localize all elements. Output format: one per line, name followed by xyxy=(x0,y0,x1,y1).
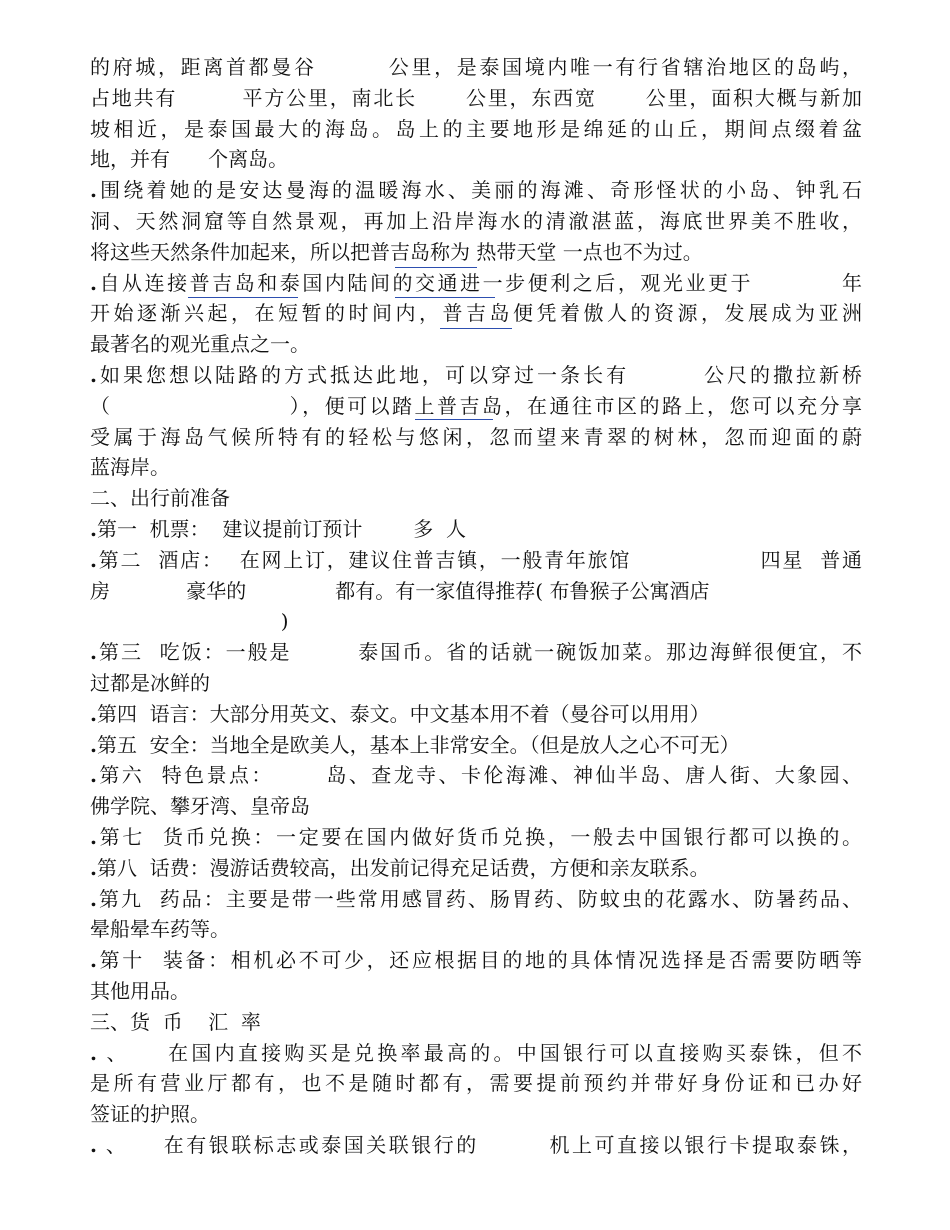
document-body xyxy=(90,52,862,1161)
line-text: 最著名的观光重点之一。 xyxy=(90,332,310,357)
text-line xyxy=(90,791,862,822)
bullet-marker: . xyxy=(90,178,97,203)
line-text: 坡相近，是泰国最大的海岛。岛上的主要地形是绵延的山丘，期间点缀着盆 xyxy=(90,116,862,141)
line-text: 房 豪华的 都有。有一家值得推荐( 布鲁猴子公寓酒店 xyxy=(90,578,710,603)
underline-link xyxy=(440,328,512,329)
text-line xyxy=(90,945,862,976)
line-text: 晕船晕车药等。 xyxy=(90,917,230,942)
line-text: 第七 货币兑换：一定要在国内做好货币兑换，一般去中国银行都可以换的。 xyxy=(96,824,862,849)
bullet-marker: . xyxy=(90,547,97,572)
bullet-marker: . xyxy=(90,855,97,880)
line-text: 开始逐渐兴起，在短暂的时间内，普吉岛便凭着傲人的资源，发展成为亚洲 xyxy=(90,301,862,326)
text-line xyxy=(90,1099,862,1130)
text-line xyxy=(90,391,862,422)
line-text: 三、货 币 汇 率 xyxy=(90,1009,261,1034)
line-text: 围绕着她的是安达曼海的温暖海水、美丽的海滩、奇形怪状的小岛、钟乳石 xyxy=(96,178,862,203)
line-text: 蓝海岸。 xyxy=(90,455,170,480)
text-line xyxy=(90,976,862,1007)
text-line xyxy=(90,114,862,145)
line-text: 占地共有 平方公里，南北长 公里，东西宽 公里，面积大概与新加 xyxy=(90,85,862,110)
text-line xyxy=(90,483,862,514)
bullet-marker: . xyxy=(90,824,97,849)
text-line xyxy=(90,422,862,453)
bullet-marker: . xyxy=(90,763,97,788)
text-line xyxy=(90,699,862,730)
text-line xyxy=(90,853,862,884)
underline-link xyxy=(415,419,493,420)
text-line xyxy=(90,668,862,699)
text-line xyxy=(90,1130,862,1161)
text-line xyxy=(90,637,862,668)
text-line xyxy=(90,576,862,607)
text-line xyxy=(90,237,862,268)
bullet-marker: . xyxy=(90,732,97,757)
text-line xyxy=(90,329,862,360)
line-text: 佛学院、攀牙湾、皇帝岛 xyxy=(90,794,310,819)
text-line xyxy=(90,884,862,915)
text-line xyxy=(90,914,862,945)
text-line xyxy=(90,760,862,791)
bullet-marker: . xyxy=(90,948,97,973)
line-text: 第十 装备：相机必不可少，还应根据目的地的具体情况选择是否需要防晒等 xyxy=(96,948,862,973)
text-line xyxy=(90,1068,862,1099)
line-text: ) xyxy=(90,609,289,634)
text-line xyxy=(90,730,862,761)
text-line xyxy=(90,545,862,576)
line-text: （ ），便可以踏上普吉岛，在通往市区的路上，您可以充分享 xyxy=(90,393,862,418)
bullet-marker: . xyxy=(90,362,97,387)
line-text: 第二 酒店： 在网上订，建议住普吉镇，一般青年旅馆 四星 普通 xyxy=(96,547,862,572)
bullet-marker: . xyxy=(90,640,97,665)
text-line xyxy=(90,298,862,329)
text-line xyxy=(90,514,862,545)
text-line xyxy=(90,606,862,637)
line-text: 第三 吃饭：一般是 泰国币。省的话就一碗饭加菜。那边海鲜很便宜，不 xyxy=(96,640,862,665)
line-text: 其他用品。 xyxy=(90,978,190,1003)
line-text: 过都是冰鲜的 xyxy=(90,670,210,695)
line-text: 第八 话费：漫游话费较高，出发前记得充足话费，方便和亲友联系。 xyxy=(96,855,710,880)
line-text: 自从连接普吉岛和泰国内陆间的交通进一步便利之后，观光业更于 年 xyxy=(96,270,862,295)
line-text: 第四 语言：大部分用英文、泰文。中文基本用不着（曼谷可以用用） xyxy=(96,701,710,726)
text-line xyxy=(90,144,862,175)
line-text: 的府城，距离首都曼谷 公里，是泰国境内唯一有行省辖治地区的岛屿， xyxy=(90,55,862,79)
line-text: 受属于海岛气候所特有的轻松与悠闲，忽而望来青翠的树林，忽而迎面的蔚 xyxy=(90,424,862,449)
line-text: 将这些天然条件加起来，所以把普吉岛称为 热带天堂 一点也不为过。 xyxy=(90,239,703,264)
bullet-marker: . xyxy=(90,886,97,911)
text-line xyxy=(90,822,862,853)
text-line xyxy=(90,360,862,391)
line-text: 、 在国内直接购买是兑换率最高的。中国银行可以直接购买泰铢，但不 xyxy=(96,1040,862,1065)
text-line xyxy=(90,268,862,299)
bullet-marker: . xyxy=(90,701,97,726)
bullet-marker: . xyxy=(90,516,97,541)
text-line xyxy=(90,206,862,237)
line-text: 地，并有 个离岛。 xyxy=(90,147,289,172)
text-line xyxy=(90,83,862,114)
line-text: 洞、天然洞窟等自然景观，再加上沿岸海水的清澈湛蓝，海底世界美不胜收， xyxy=(90,208,862,233)
line-text: 签证的护照。 xyxy=(90,1102,210,1127)
line-text: 第五 安全：当地全是欧美人，基本上非常安全。（但是放人之心不可无） xyxy=(96,732,740,757)
line-text: 二、出行前准备 xyxy=(90,486,230,511)
text-line xyxy=(90,1007,862,1038)
bullet-marker: . xyxy=(90,1132,97,1157)
bullet-marker: . xyxy=(90,270,97,295)
text-line xyxy=(90,175,862,206)
bullet-marker: . xyxy=(90,1040,97,1065)
underline-link xyxy=(395,297,495,298)
underline-link xyxy=(395,267,477,268)
underline-link xyxy=(188,297,298,298)
line-text: 、 在有银联标志或泰国关联银行的 机上可直接以银行卡提取泰铢， xyxy=(96,1132,862,1157)
line-text: 是所有营业厅都有，也不是随时都有，需要提前预约并带好身份证和已办好 xyxy=(90,1071,862,1096)
line-text: 第六 特色景点： 岛、查龙寺、卡伦海滩、神仙半岛、唐人街、大象园、 xyxy=(96,763,862,788)
text-line xyxy=(90,1038,862,1069)
text-line xyxy=(90,52,862,83)
line-text: 如果您想以陆路的方式抵达此地，可以穿过一条长有 公尺的撒拉新桥 xyxy=(96,362,862,387)
line-text: 第九 药品：主要是带一些常用感冒药、肠胃药、防蚊虫的花露水、防暑药品、 xyxy=(96,886,862,911)
line-text: 第一 机票： 建议提前订预计 多 人 xyxy=(96,516,466,541)
text-line xyxy=(90,452,862,483)
